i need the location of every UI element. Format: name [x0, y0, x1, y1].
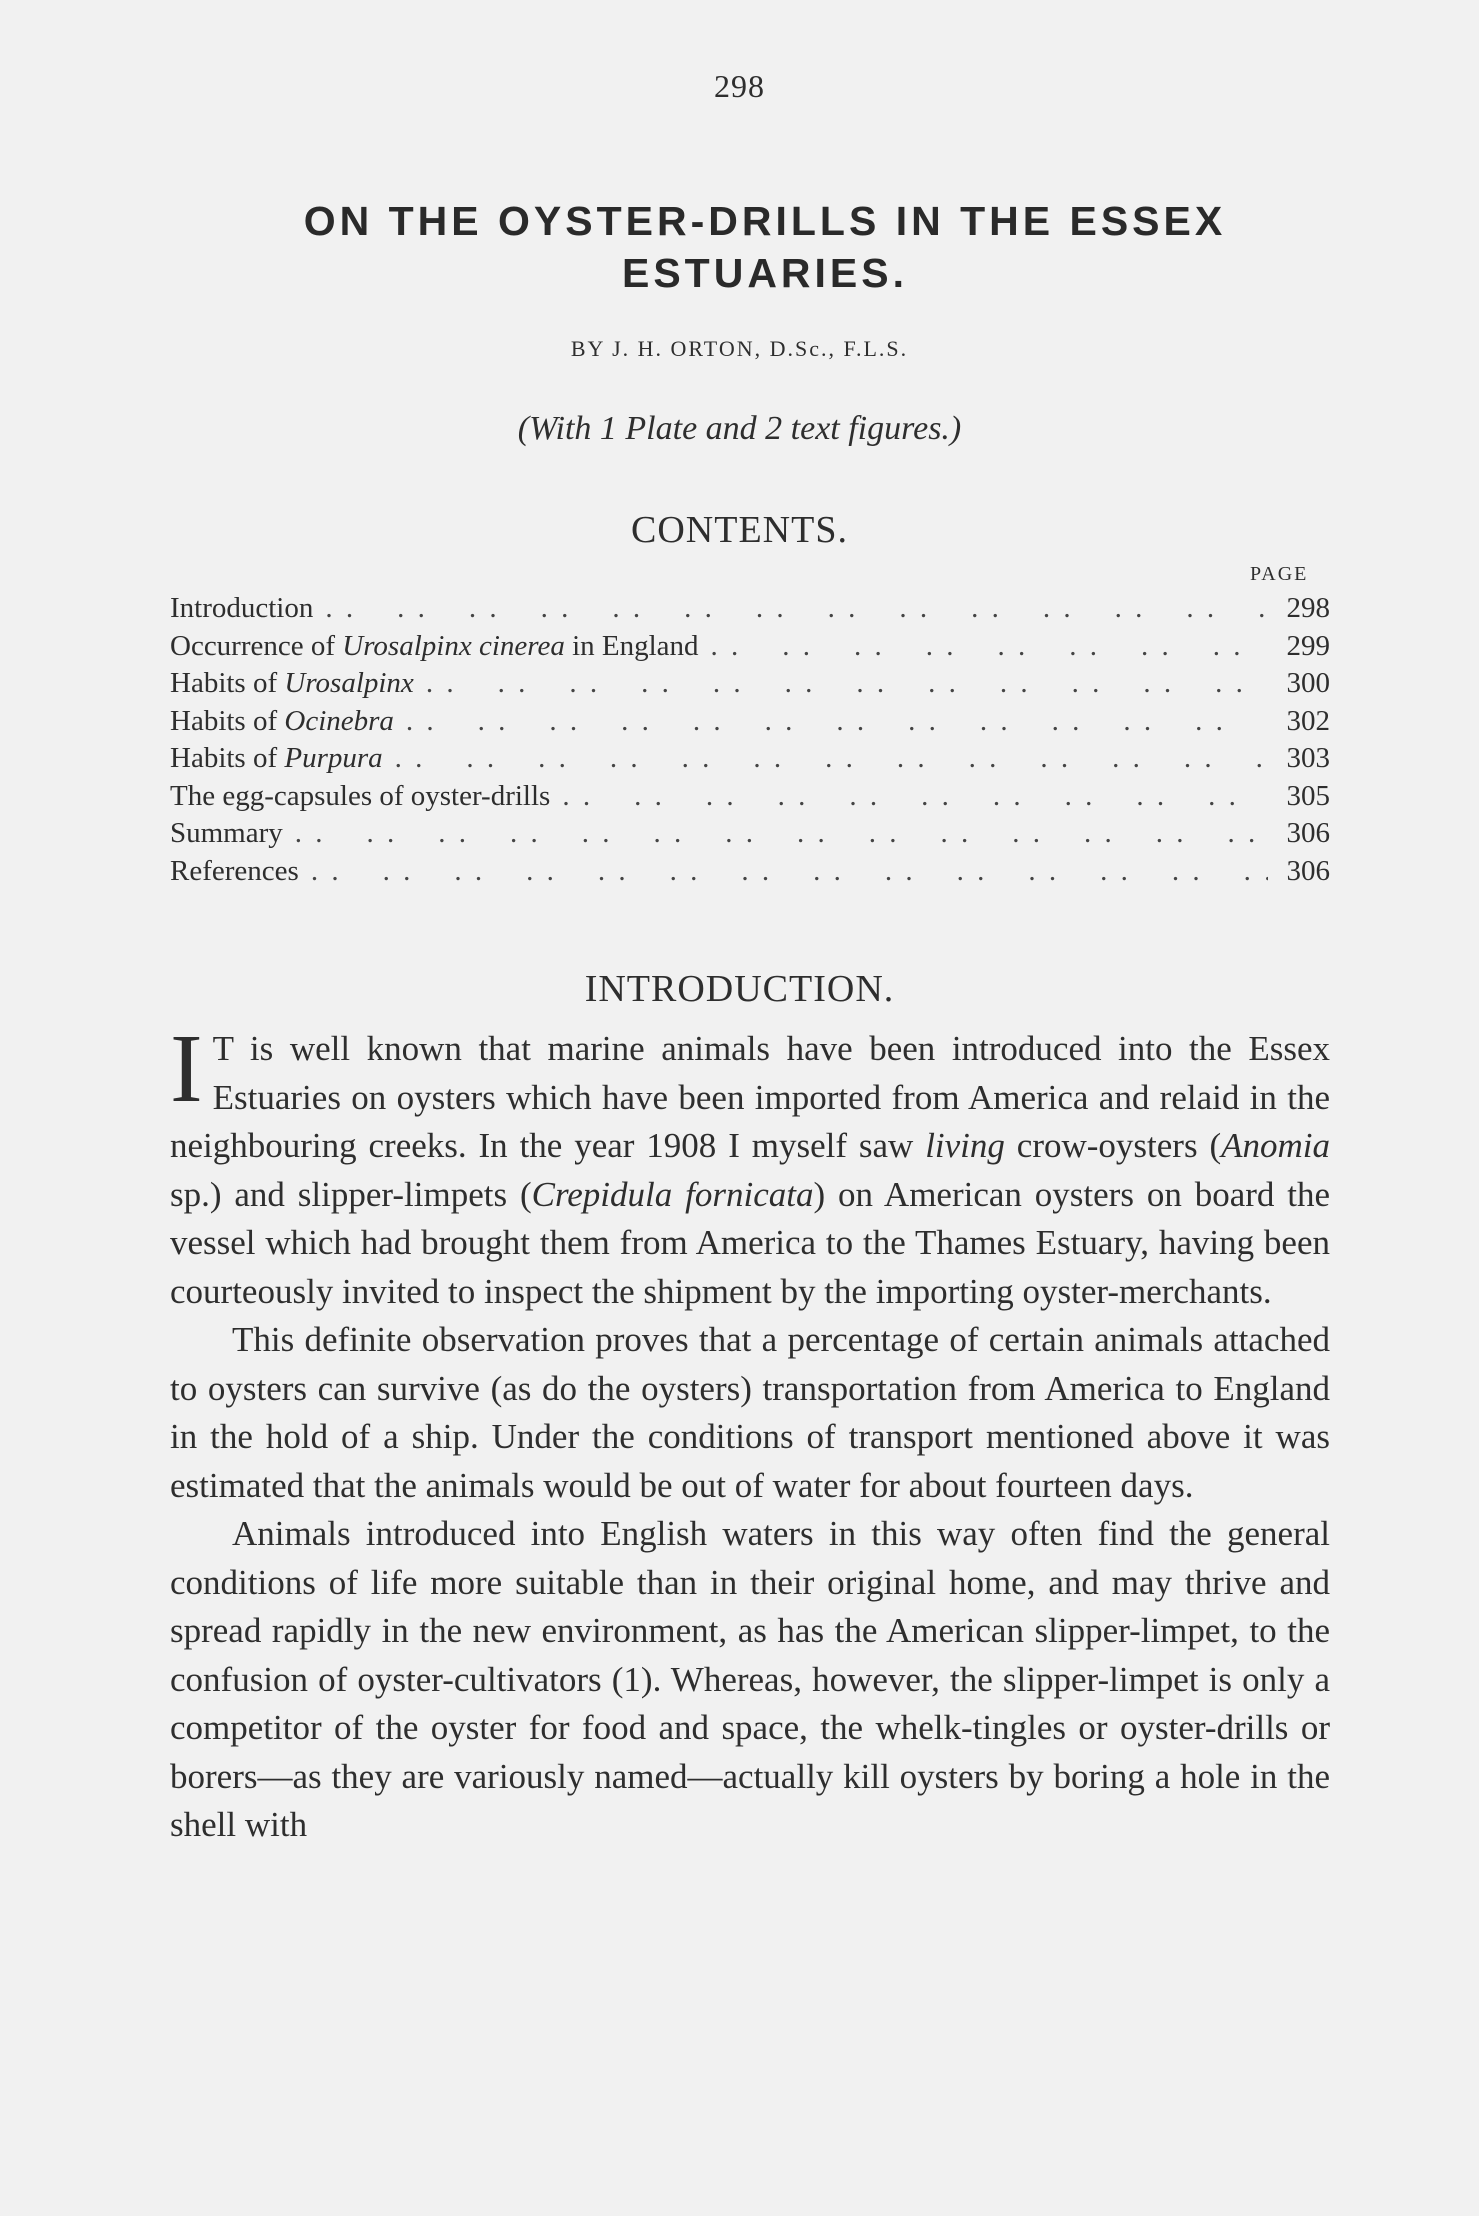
- article-title: ON THE OYSTER-DRILLS IN THE ESSEX ESTUARIES.: [303, 198, 1227, 296]
- toc-leader-dots: [325, 590, 1268, 628]
- drop-cap: I: [170, 1015, 203, 1123]
- author-byline: BY J. H. ORTON, D.Sc., F.L.S.: [570, 336, 909, 361]
- toc-row: [170, 815, 1330, 853]
- toc-entry-page: 306: [1286, 817, 1330, 849]
- toc-leader-dots: [311, 853, 1268, 891]
- toc-row: [170, 703, 1330, 741]
- toc-entry-page: 306: [1286, 854, 1330, 887]
- toc-row: [170, 853, 1330, 891]
- toc-entry-page: 302: [1286, 704, 1330, 737]
- toc-entry-page: 300: [1286, 667, 1330, 699]
- toc-entry-title: Introduction: [170, 592, 314, 624]
- paragraph: Animals introduced into English waters in this way often find the general conditions of life more suitable than in their original home, and may thrive and spread rapidly in the new environment, as has the American slipper-limpet, to the confusion of oyster-cultivators (1). Whereas, however, the slipper-limpet is only a competitor of the oyster for food and space, the whelk-tingles or oyster-drills or borers—as they are variously named—actually kill oysters by boring a hole in the shell with: [170, 1514, 1330, 1844]
- toc-entry-title: Occurrence of Urosalpinx cinerea in England: [170, 629, 699, 662]
- toc-row: [170, 740, 1330, 778]
- toc-leader-dots: [395, 740, 1268, 778]
- toc-entry-page: 305: [1286, 779, 1330, 812]
- toc-entry-title: Habits of Purpura: [170, 742, 383, 774]
- toc-row: [170, 665, 1330, 703]
- paragraph: This definite observation proves that a percentage of certain animals attached to oysters can survive (as do the oysters) transportation from America to England in the hold of a ship. Under the conditions of transport mentioned above it was estimated that the animals would be out of water for about fourteen days.: [170, 1320, 1330, 1505]
- paragraph: I T is well known that marine animals have been introduced into the Essex Estuaries on oysters which have been imported from America and relaid in the neighbouring creeks. In the year 1908 I myself saw living crow-oysters (Anomia sp.) and slipper-limpets (Crepidula fornicata) on American oysters on board the vessel which had brought them from America to the Thames Estuary, having been courteously invited to inspect the shipment by the importing oyster-merchants.: [170, 1015, 1331, 1311]
- toc-leader-dots: [562, 778, 1268, 816]
- toc-entry-title: Summary: [170, 817, 283, 849]
- introduction-heading: INTRODUCTION.: [584, 968, 895, 1010]
- toc-entry-title: Habits of Urosalpinx: [170, 667, 414, 699]
- toc-entry-page: 299: [1286, 629, 1330, 662]
- toc-entry-page: 303: [1286, 742, 1330, 774]
- toc-leader-dots: [711, 628, 1268, 666]
- plates-note: (With 1 Plate and 2 text figures.): [517, 410, 962, 447]
- toc-row: [170, 590, 1330, 628]
- toc-row: [170, 778, 1330, 816]
- toc-leader-dots: [295, 815, 1268, 853]
- toc-page-label: PAGE: [1250, 563, 1309, 585]
- table-of-contents: [170, 590, 1330, 890]
- toc-leader-dots: [406, 703, 1268, 741]
- introduction-body: [170, 1015, 1331, 1850]
- toc-entry-page: 298: [1286, 592, 1330, 624]
- toc-entry-title: Habits of Ocinebra: [170, 704, 394, 737]
- page-number: 298: [714, 68, 765, 104]
- toc-entry-title: The egg-capsules of oyster-drills: [170, 779, 551, 812]
- toc-entry-title: References: [170, 854, 299, 887]
- contents-heading: CONTENTS.: [631, 509, 848, 551]
- toc-row: [170, 628, 1330, 666]
- toc-leader-dots: [426, 665, 1268, 703]
